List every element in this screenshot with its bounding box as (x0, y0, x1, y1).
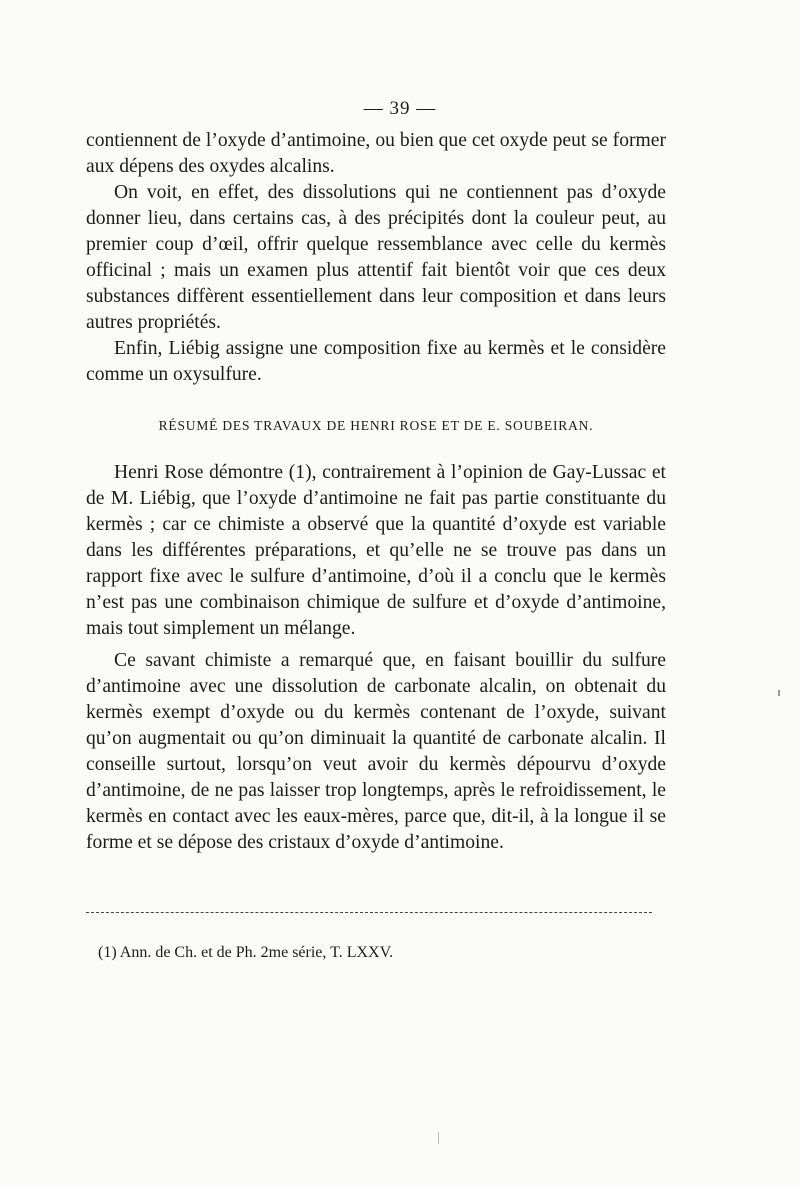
section-heading: RÉSUMÉ DES TRAVAUX DE HENRI ROSE ET DE E. SOUBEIRAN. (158, 418, 594, 433)
paragraph-text: On voit, en effet, des dissolutions qui ne contiennent pas d’oxyde donner lieu, dans certains cas, à des précipités dont la couleur peut, au premier coup d’œil, offrir quelque ressemblance avec celle du kermès officinal ; mais un examen plus attentif fait bientôt voir que ces deux substances diffèrent essentiellement dans leur composition et dans leurs autres propriétés. (86, 182, 666, 333)
print-speck (778, 690, 780, 696)
paragraph-text: contiennent de l’oxyde d’antimoine, ou bien que cet oxyde peut se former aux dépens des oxydes alcalins. (86, 130, 666, 177)
paragraph-text: Henri Rose démontre (1), contrairement à l’opinion de Gay-Lussac et de M. Liébig, que l’oxyde d’antimoine ne fait pas partie constituante du kermès ; car ce chimiste a observé que la quantité d’oxyde est variable dans les différentes préparations, et qu’elle ne se trouve pas dans un rapport fixe avec le sulfure d’antimoine, d’où il a conclu que le kermès n’est pas une combinaison chimique de sulfure et d’oxyde d’antimoine, mais tout simplement un mélange. (86, 462, 666, 639)
footnote-separator (86, 912, 652, 913)
paragraph-dissolutions (86, 180, 666, 336)
paragraph-savant-chimiste (86, 648, 666, 856)
page-number: — 39 — (363, 98, 437, 119)
footnote: (1) Ann. de Ch. et de Ph. 2me série, T. LXXV. (98, 944, 394, 961)
paragraph-liebig (86, 336, 666, 388)
paragraph-text: Ce savant chimiste a remarqué que, en faisant bouillir du sulfure d’antimoine avec une dissolution de carbonate alcalin, on obtenait du kermès exempt d’oxyde ou du kermès contenant de l’oxyde, suivant qu’on augmentait ou qu’on diminuait la quantité de carbonate alcalin. Il conseille surtout, lorsqu’on veut avoir du kermès dépourvu d’oxyde d’antimoine, de ne pas laisser trop longtemps, après le refroidissement, le kermès en contact avec les eaux-mères, parce que, dit-il, à la longue il se forme et se dépose des cristaux d’oxyde d’antimoine. (86, 650, 666, 853)
paragraph-henri-rose (86, 460, 666, 642)
paragraph-continuation (86, 128, 666, 180)
paragraph-text: Enfin, Liébig assigne une composition fixe au kermès et le considère comme un oxysulfure. (86, 338, 666, 385)
print-speck (438, 1132, 439, 1144)
